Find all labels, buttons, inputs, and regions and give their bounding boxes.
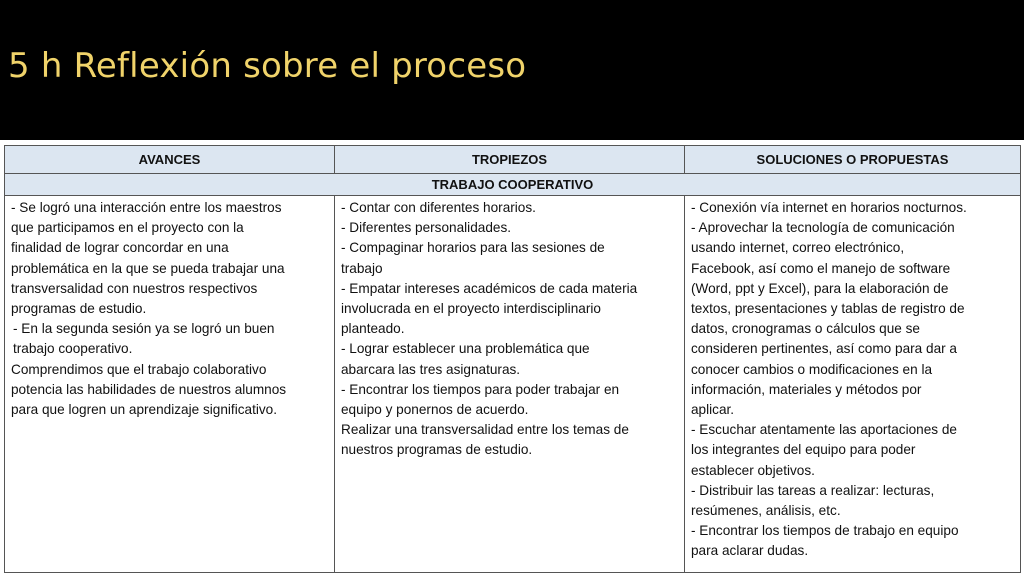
text-line: para aclarar dudas. <box>691 543 809 559</box>
section-title: TRABAJO COOPERATIVO <box>5 174 1021 196</box>
text-line: - Aprovechar la tecnología de comunicación <box>691 220 955 236</box>
text-line: equipo y ponernos de acuerdo. <box>341 402 529 418</box>
text-line: los integrantes del equipo para poder <box>691 442 916 458</box>
text-line: potencia las habilidades de nuestros alumnos <box>11 381 287 397</box>
text-line: abarcara las tres asignaturas. <box>341 361 521 377</box>
text-line: nuestros programas de estudio. <box>341 442 533 458</box>
text-line: programas de estudio. <box>11 301 147 317</box>
text-line: planteado. <box>341 321 405 337</box>
header-avances: AVANCES <box>5 146 335 174</box>
slide-title: 5 h Reflexión sobre el proceso <box>8 46 527 86</box>
text-line: transversalidad con nuestros respectivos <box>11 280 258 296</box>
header-soluciones: SOLUCIONES O PROPUESTAS <box>685 146 1021 174</box>
table-image <box>0 140 1024 576</box>
header-tropiezos: TROPIEZOS <box>335 146 685 174</box>
text-line: finalidad de lograr concordar en una <box>11 240 229 256</box>
text-line: - Conexión vía internet en horarios nocturnos. <box>691 200 967 215</box>
text-line: establecer objetivos. <box>691 462 815 478</box>
text-line: problemática en la que se pueda trabajar una <box>11 260 285 276</box>
text-line: consideren pertinentes, así como para dar a <box>691 341 957 357</box>
avances-cell <box>5 196 335 573</box>
text-line: aplicar. <box>691 402 735 418</box>
text-line: Realizar una transversalidad entre los temas de <box>341 422 629 438</box>
text-line: - Encontrar los tiempos de trabajo en equipo <box>691 523 959 539</box>
section-row <box>5 174 1021 196</box>
text-line: - Se logró una interacción entre los maestros <box>11 200 282 215</box>
text-line: - Escuchar atentamente las aportaciones de <box>691 422 957 438</box>
text-line: para que logren un aprendizaje significativo. <box>11 402 278 418</box>
text-line: datos, cronogramas o cálculos que se <box>691 321 920 337</box>
text-line: - Diferentes personalidades. <box>341 220 512 236</box>
text-line: - Contar con diferentes horarios. <box>341 200 536 215</box>
text-line: textos, presentaciones y tablas de registro de <box>691 301 965 317</box>
text-line: involucrada en el proyecto interdisciplinario <box>341 301 601 317</box>
text-line: trabajo <box>341 260 383 276</box>
header-row <box>5 146 1021 174</box>
text-line: conocer cambios o modificaciones en la <box>691 361 933 377</box>
text-line: información, materiales y métodos por <box>691 381 922 397</box>
text-line: Facebook, así como el manejo de software <box>691 260 951 276</box>
text-line: Comprendimos que el trabajo colaborativo <box>11 361 267 377</box>
text-line: (Word, ppt y Excel), para la elaboración de <box>691 280 949 296</box>
text-line: - Distribuir las tareas a realizar: lecturas, <box>691 482 935 498</box>
content-row <box>5 196 1021 573</box>
text-line: - Empatar intereses académicos de cada materia <box>341 280 638 296</box>
tropiezos-cell <box>335 196 685 573</box>
text-line: - En la segunda sesión ya se logró un buen <box>13 321 275 337</box>
text-line: que participamos en el proyecto con la <box>11 220 244 236</box>
text-line: - Encontrar los tiempos para poder trabajar en <box>341 381 620 397</box>
text-line: - Lograr establecer una problemática que <box>341 341 590 357</box>
text-line: resúmenes, análisis, etc. <box>691 503 841 519</box>
text-line: - Compaginar horarios para las sesiones de <box>341 240 605 256</box>
soluciones-cell <box>685 196 1021 573</box>
text-line: trabajo cooperativo. <box>13 341 133 357</box>
text-line: usando internet, correo electrónico, <box>691 240 905 256</box>
reflection-table <box>4 145 1021 573</box>
